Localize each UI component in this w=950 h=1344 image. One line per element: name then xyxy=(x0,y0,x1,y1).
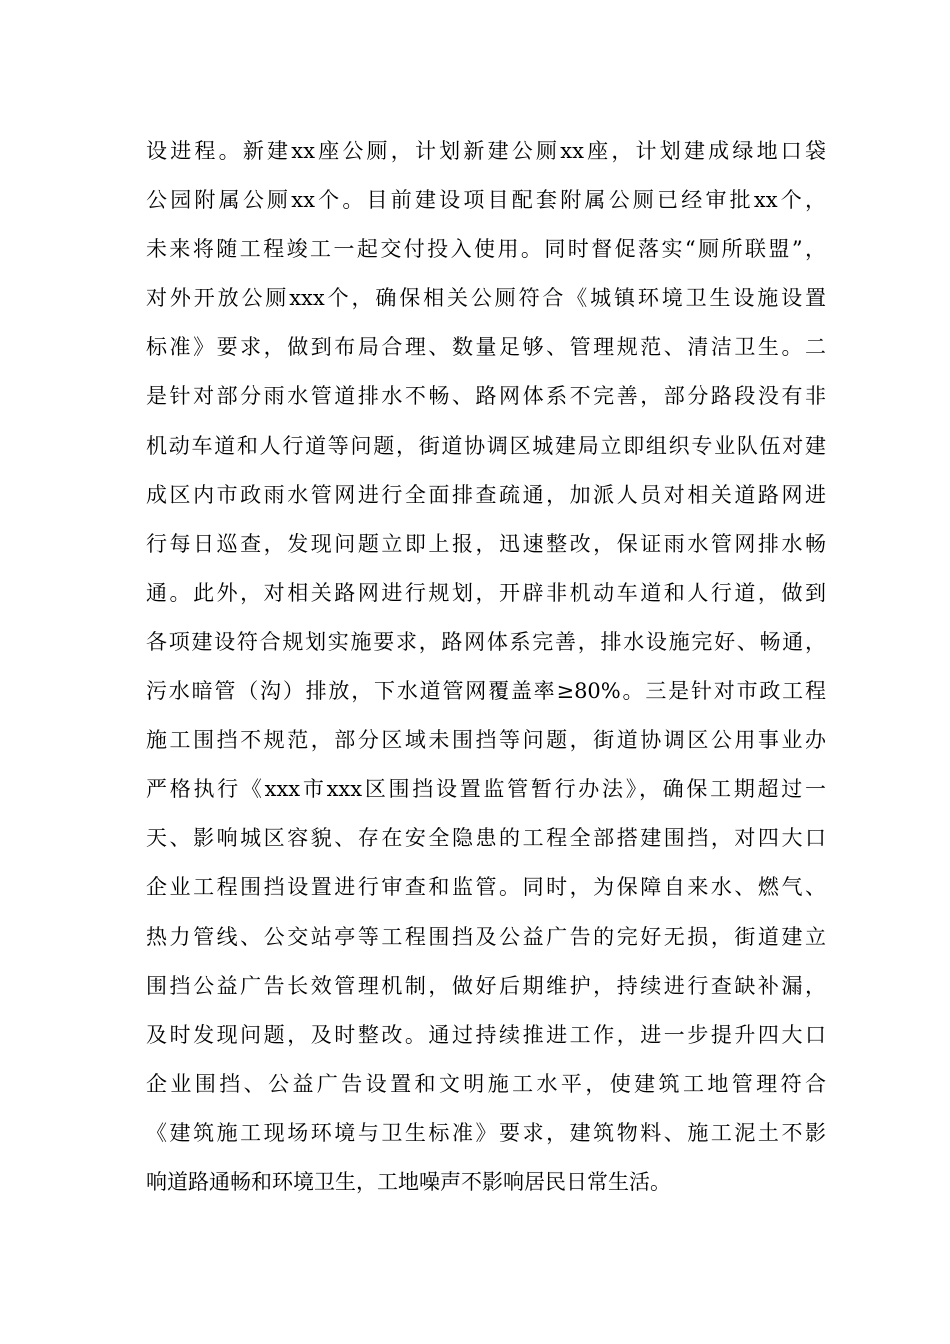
text-line-18: 围挡公益广告长效管理机制，做好后期维护，持续进行查缺补漏， xyxy=(146,973,826,998)
text-line-7: 机动车道和人行道等问题，街道协调区城建局立即组织专业队伍对建 xyxy=(146,433,826,458)
text-line-6: 是针对部分雨水管道排水不畅、路网体系不完善，部分路段没有非 xyxy=(146,384,826,409)
text-line-16: 企业工程围挡设置进行审查和监管。同时，为保障自来水、燃气、 xyxy=(146,875,826,900)
text-line-4: 对外开放公厕xxx个，确保相关公厕符合《城镇环境卫生设施设置 xyxy=(146,286,826,311)
text-line-14: 严格执行《xxx市xxx区围挡设置监管暂行办法》，确保工期超过一 xyxy=(146,777,826,802)
text-line-11: 各项建设符合规划实施要求，路网体系完善，排水设施完好、畅通， xyxy=(146,629,826,654)
text-line-2: 公园附属公厕xx个。目前建设项目配套附属公厕已经审批xx个， xyxy=(146,188,826,213)
text-line-3: 未来将随工程竣工一起交付投入使用。同时督促落实“厕所联盟”， xyxy=(146,237,826,262)
text-line-12: 污水暗管（沟）排放，下水道管网覆盖率≥80%。三是针对市政工程 xyxy=(146,679,826,704)
text-line-13: 施工围挡不规范，部分区域未围挡等问题，街道协调区公用事业办 xyxy=(146,728,826,753)
text-line-10: 通。此外，对相关路网进行规划，开辟非机动车道和人行道，做到 xyxy=(146,580,826,605)
text-line-1: 设进程。新建xx座公厕，计划新建公厕xx座，计划建成绿地口袋 xyxy=(146,139,826,163)
body-paragraph xyxy=(146,127,826,1207)
text-line-5: 标准》要求，做到布局合理、数量足够、管理规范、清洁卫生。二 xyxy=(146,335,826,360)
text-line-17: 热力管线、公交站亭等工程围挡及公益广告的完好无损，街道建立 xyxy=(146,924,826,949)
text-line-20: 企业围挡、公益广告设置和文明施工水平，使建筑工地管理符合 xyxy=(146,1071,826,1096)
text-line-22: 响道路通畅和环境卫生，工地噪声不影响居民日常生活。 xyxy=(146,1169,671,1194)
text-line-9: 行每日巡查，发现问题立即上报，迅速整改，保证雨水管网排水畅 xyxy=(146,531,826,556)
text-line-8: 成区内市政雨水管网进行全面排查疏通，加派人员对相关道路网进 xyxy=(146,482,826,507)
text-line-19: 及时发现问题，及时整改。通过持续推进工作，进一步提升四大口 xyxy=(146,1022,826,1047)
text-line-21: 《建筑施工现场环境与卫生标准》要求，建筑物料、施工泥土不影 xyxy=(146,1120,826,1145)
text-line-15: 天、影响城区容貌、存在安全隐患的工程全部搭建围挡，对四大口 xyxy=(146,826,826,851)
